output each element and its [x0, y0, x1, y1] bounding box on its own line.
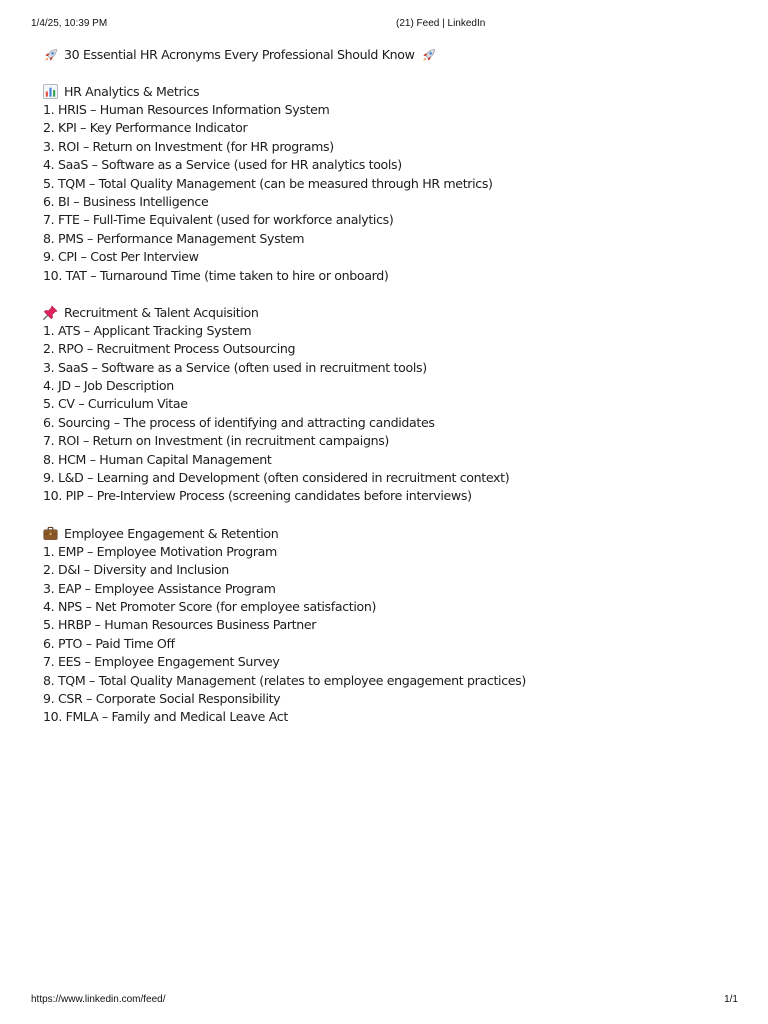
list-item: 6. Sourcing – The process of identifying and attracting candidates [43, 414, 435, 430]
list-item: 1. EMP – Employee Motivation Program [43, 543, 277, 559]
print-footer [0, 994, 768, 1008]
page-number: 1/1 [724, 994, 738, 1005]
list-item: 3. EAP – Employee Assistance Program [43, 580, 276, 596]
section-heading-analytics [43, 82, 733, 101]
list-item: 4. JD – Job Description [43, 378, 174, 394]
print-datetime: 1/4/25, 10:39 PM [31, 18, 108, 29]
list-item: 2. D&I – Diversity and Inclusion [43, 562, 229, 578]
print-header [0, 18, 768, 32]
list-item: 5. CV – Curriculum Vitae [43, 396, 188, 412]
pushpin-icon [43, 305, 58, 320]
print-page-title: (21) Feed | LinkedIn [396, 18, 486, 29]
list-item: 4. NPS – Net Promoter Score (for employee satisfaction) [43, 598, 377, 614]
list-item: 6. BI – Business Intelligence [43, 193, 209, 209]
list-item: 5. HRBP – Human Resources Business Partner [43, 617, 317, 633]
list-item: 1. ATS – Applicant Tracking System [43, 322, 252, 338]
list-item: 4. SaaS – Software as a Service (used for HR analytics tools) [43, 157, 402, 173]
list-item: 6. PTO – Paid Time Off [43, 635, 175, 651]
list-item: 5. TQM – Total Quality Management (can be measured through HR metrics) [43, 175, 493, 191]
list-item: 1. HRIS – Human Resources Information System [43, 102, 330, 117]
list-item: 10. PIP – Pre-Interview Process (screening candidates before interviews) [43, 488, 472, 504]
section-heading-label: HR Analytics & Metrics [64, 84, 200, 99]
list-item: 2. KPI – Key Performance Indicator [43, 120, 248, 136]
list-item: 10. TAT – Turnaround Time (time taken to hire or onboard) [43, 267, 389, 283]
bar-chart-icon [43, 84, 58, 99]
post-content [43, 45, 733, 727]
post-title-line [43, 45, 733, 65]
section-heading-label: Employee Engagement & Retention [64, 525, 279, 541]
briefcase-icon [43, 526, 58, 541]
list-item: 8. HCM – Human Capital Management [43, 451, 272, 467]
list-item: 7. FTE – Full-Time Equivalent (used for workforce analytics) [43, 212, 394, 228]
list-item: 10. FMLA – Family and Medical Leave Act [43, 709, 288, 725]
list-item: 3. SaaS – Software as a Service (often used in recruitment tools) [43, 359, 427, 375]
post-title: 30 Essential HR Acronyms Every Professional Should Know [64, 47, 415, 62]
list-item: 7. EES – Employee Engagement Survey [43, 654, 280, 670]
list-item: 2. RPO – Recruitment Process Outsourcing [43, 341, 296, 357]
list-item: 3. ROI – Return on Investment (for HR programs) [43, 138, 334, 154]
section-heading-label: Recruitment & Talent Acquisition [64, 304, 259, 320]
list-item: 8. PMS – Performance Management System [43, 230, 305, 246]
rocket-icon [43, 48, 58, 63]
list-item: 8. TQM – Total Quality Management (relates to employee engagement practices) [43, 672, 526, 688]
list-item: 7. ROI – Return on Investment (in recruitment campaigns) [43, 433, 389, 449]
list-item: 9. L&D – Learning and Development (often considered in recruitment context) [43, 470, 510, 486]
list-item: 9. CSR – Corporate Social Responsibility [43, 690, 281, 706]
list-item: 9. CPI – Cost Per Interview [43, 249, 199, 265]
page-url: https://www.linkedin.com/feed/ [31, 994, 166, 1005]
rocket-icon [421, 48, 436, 63]
section-heading-engagement [43, 524, 733, 543]
section-heading-recruitment [43, 303, 733, 322]
